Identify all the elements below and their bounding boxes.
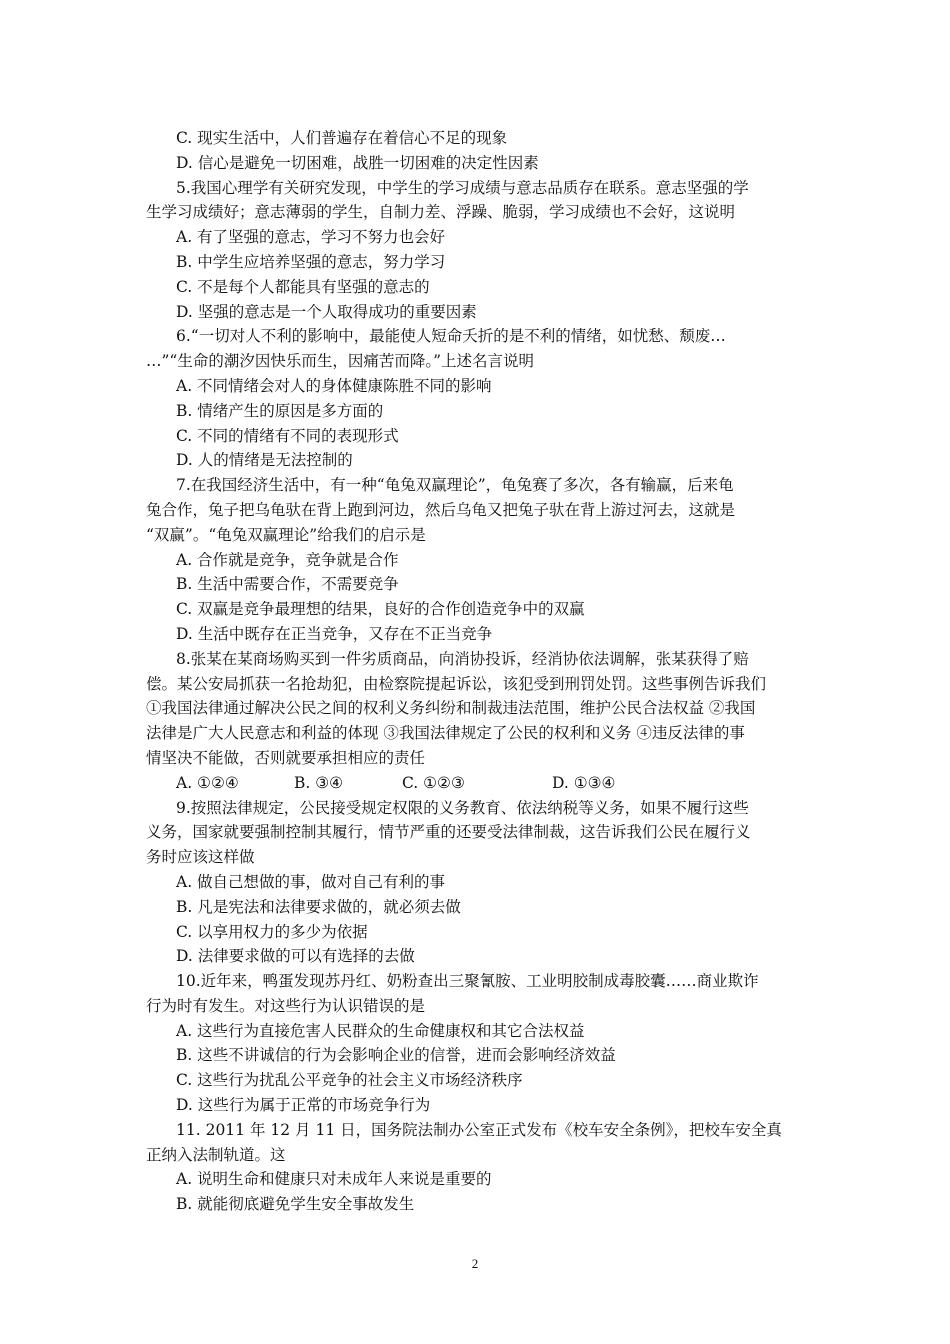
question-text-continued: …”“生命的潮汐因快乐而生，因痛苦而降。”上述名言说明 (146, 352, 535, 371)
answer-option: B. 中学生应培养坚强的意志，努力学习 (176, 252, 446, 271)
question-stem: 11. 2011 年 12 月 11 日，国务院法制办公室正式发布《校车安全条例》，把校车安全真 (176, 1120, 782, 1139)
q8-choice-c: C. ①②③ (402, 773, 465, 792)
question-text-continued: ①我国法律通过解决公民之间的权利义务纠纷和制裁违法范围，维护公民合法权益 ②我国 (146, 699, 756, 718)
answer-option: C. 以享用权力的多少为依据 (176, 922, 368, 941)
answer-option: D. 坚强的意志是一个人取得成功的重要因素 (176, 302, 477, 321)
answer-option: C. 不同的情绪有不同的表现形式 (176, 426, 399, 445)
answer-option: B. 情绪产生的原因是多方面的 (176, 401, 384, 420)
answer-option: C. 现实生活中，人们普遍存在着信心不足的现象 (176, 129, 508, 147)
question-stem: 10.近年来，鸭蛋发现苏丹红、奶粉查出三聚氰胺、工业明胶制成毒胶囊……商业欺诈 (176, 972, 759, 991)
answer-option: A. 做自己想做的事，做对自己有利的事 (176, 872, 446, 891)
question-text-continued: 偿。某公安局抓获一名抢劫犯，由检察院提起诉讼，该犯受到刑罚处罚。这些事例告诉我们 (146, 674, 767, 693)
answer-option: A. 有了坚强的意志，学习不努力也会好 (176, 228, 446, 247)
question-stem: 6.“一切对人不利的影响中，最能使人短命夭折的是不利的情绪，如忧愁、颓废… (176, 327, 726, 346)
question-text-continued: 兔合作，兔子把乌龟驮在背上跑到河边，然后乌龟又把兔子驮在背上游过河去，这就是 (146, 500, 736, 519)
answer-option: A. 说明生命和健康只对未成年人来说是重要的 (176, 1170, 492, 1189)
answer-option: A. 这些行为直接危害人民群众的生命健康权和其它合法权益 (176, 1021, 585, 1040)
answer-option: D. 生活中既存在正当竞争，又存在不正当竞争 (176, 624, 493, 643)
q8-choices (146, 771, 811, 796)
answer-option: B. 这些不讲诚信的行为会影响企业的信誉，进而会影响经济效益 (176, 1046, 616, 1065)
answer-option: A. 不同情绪会对人的身体健康陈胜不同的影响 (176, 376, 492, 395)
q8-choice-d: D. ①③④ (552, 773, 616, 792)
answer-option: C. 这些行为扰乱公平竞争的社会主义市场经济秩序 (176, 1071, 523, 1090)
answer-option: C. 不是每个人都能具有坚强的意志的 (176, 277, 430, 296)
question-text-continued: “双赢”。“龟兔双赢理论”给我们的启示是 (146, 525, 426, 544)
q8-choice-a: A. ①②④ (176, 773, 239, 792)
question-text-continued: 情坚决不能做，否则就要承担相应的责任 (146, 748, 426, 767)
answer-option: D. 这些行为属于正常的市场竞争行为 (176, 1096, 431, 1115)
question-stem: 8.张某在某商场购买到一件劣质商品，向消协投诉，经消协依法调解，张某获得了赔 (176, 649, 749, 668)
answer-option: D. 人的情绪是无法控制的 (176, 451, 353, 470)
question-stem: 9.按照法律规定，公民接受规定权限的义务教育、依法纳税等义务，如果不履行这些 (176, 798, 749, 817)
answer-option: B. 凡是宪法和法律要求做的，就必须去做 (176, 897, 461, 916)
question-body (146, 126, 811, 1217)
answer-option: A. 合作就是竞争，竞争就是合作 (176, 550, 399, 569)
questions-part-2 (146, 796, 811, 1218)
answer-option: C. 双赢是竞争最理想的结果，良好的合作创造竞争中的双赢 (176, 600, 585, 619)
question-text-continued: 务时应该这样做 (146, 848, 255, 867)
questions-part-1 (146, 126, 811, 771)
question-stem: 7.在我国经济生活中，有一种“龟兔双赢理论”，龟兔赛了多次，各有输赢，后来龟 (176, 476, 734, 495)
question-text-continued: 行为时有发生。对这些行为认识错误的是 (146, 996, 426, 1015)
answer-option: D. 信心是避免一切困难，战胜一切困难的决定性因素 (176, 153, 539, 172)
question-stem: 5.我国心理学有关研究发现，中学生的学习成绩与意志品质存在联系。意志坚强的学 (176, 178, 749, 197)
question-text-continued: 法律是广大人民意志和利益的体现 ③我国法律规定了公民的权利和义务 ④违反法律的事 (146, 724, 745, 743)
question-text-continued: 正纳入法制轨道。这 (146, 1145, 286, 1164)
question-text-continued: 生学习成绩好；意志薄弱的学生，自制力差、浮躁、脆弱，学习成绩也不会好，这说明 (146, 203, 736, 222)
answer-option: D. 法律要求做的可以有选择的去做 (176, 947, 415, 966)
page-number: 2 (471, 1256, 479, 1271)
question-text-continued: 义务，国家就要强制控制其履行，情节严重的还要受法律制裁，这告诉我们公民在履行义 (146, 823, 751, 842)
answer-option: B. 就能彻底避免学生安全事故发生 (176, 1195, 415, 1214)
q8-choice-b: B. ③④ (294, 773, 344, 792)
answer-option: B. 生活中需要合作，不需要竞争 (176, 575, 399, 594)
